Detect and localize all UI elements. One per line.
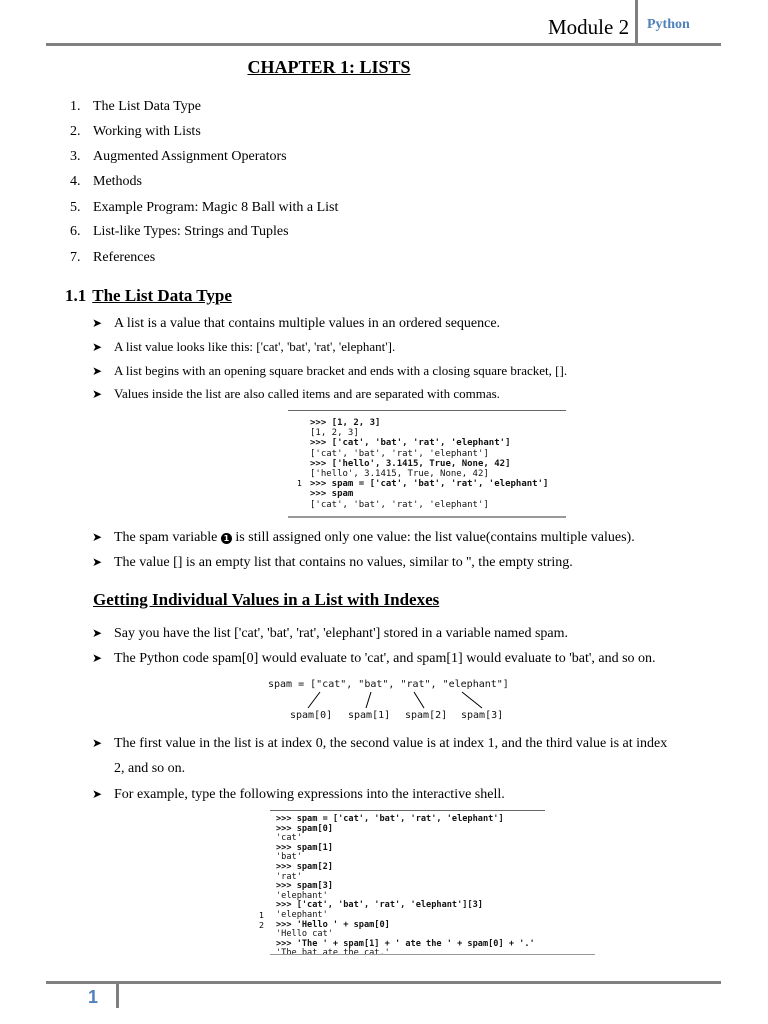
bullet-item: ➤ A list value looks like this: ['cat', 'bat', 'rat', 'elephant']. [92, 339, 396, 354]
bullet-item: ➤ A list begins with an opening square bracket and ends with a closing square bracket, []. [92, 363, 568, 378]
toc-item: 1. The List Data Type [70, 99, 202, 114]
header-rule [46, 43, 721, 46]
bullet-item: ➤ The first value in the list is at index 0, the second value is at index 1, and the third value is at index [92, 736, 668, 751]
arrow-bullet-icon: ➤ [92, 651, 103, 665]
toc-item: 2. Working with Lists [70, 124, 201, 139]
arrow-bullet-icon: ➤ [92, 555, 103, 569]
arrow-bullet-icon: ➤ [92, 736, 103, 750]
page-number: 1 [88, 987, 99, 1007]
arrow-bullet-icon: ➤ [92, 530, 103, 544]
callout-marker-icon: 1 [259, 911, 265, 920]
bullet-item: ➤ The spam variable 1 is still assigned only one value: the list value(contains multiple values). [92, 530, 635, 545]
arrow-line [462, 692, 482, 708]
toc-item: 4. Methods [70, 174, 142, 189]
callout-marker-icon: 1 [297, 479, 303, 488]
code-rule-bottom [270, 954, 595, 955]
footer-divider [116, 984, 119, 1008]
arrow-bullet-icon: ➤ [92, 316, 103, 330]
index-label: spam[0] [290, 710, 333, 721]
toc-item: 3. Augmented Assignment Operators [70, 149, 287, 164]
arrow-bullet-icon: ➤ [92, 364, 103, 378]
arrow-bullet-icon: ➤ [92, 626, 103, 640]
index-label: spam[3] [461, 710, 504, 721]
code-rule-top [288, 410, 566, 411]
header-module: Module 2 [548, 15, 630, 39]
toc-item: 5. Example Program: Magic 8 Ball with a List [70, 200, 339, 215]
bullet-item: ➤ The value [] is an empty list that contains no values, similar to '', the empty string. [92, 555, 573, 570]
arrow-bullet-icon: ➤ [92, 387, 103, 401]
index-label: spam[1] [348, 710, 391, 721]
arrow-bullet-icon: ➤ [92, 340, 103, 354]
code-block: >>> spam = ['cat', 'bat', 'rat', 'elephant'] >>> spam[0] 'cat' >>> spam[1] 'bat' >>> spam[2] 'rat' >>> spam[3] 'elephant' >>> ['cat', 'bat', 'rat', 'elephant'][3] 'elephant' >>> 'Hello ' + spam[0] 'Hello cat' >>> 'The ' + spam[1] + ' ate the ' + spam[0] + '.' [276, 814, 535, 949]
bullet-continuation: 2, and so on. [114, 761, 186, 776]
code-block: >>> [1, 2, 3] [1, 2, 3] >>> ['cat', 'bat', 'rat', 'elephant'] ['cat', 'bat', 'rat', 'elephant'] >>> ['hello', 3.1415, True, None, 42] ['hello', 3.1415, True, None, 42] >>> spam = ['cat', 'bat', 'rat', 'elephant'] >>> spam ['cat', 'bat', 'rat', 'elephant'] [310, 418, 549, 510]
bullet-item: ➤ Values inside the list are also called items and are separated with commas. [92, 386, 500, 401]
chapter-title: CHAPTER 1: LISTS [247, 57, 411, 77]
index-diagram-code: spam = ["cat", "bat", "rat", "elephant"] [268, 679, 509, 690]
code-rule-bottom [288, 516, 566, 518]
callout-marker-icon: 1 [221, 533, 232, 544]
section-heading: 1.1 The List Data Type [65, 286, 232, 305]
header-divider [635, 0, 638, 44]
code-rule-top [270, 810, 545, 811]
bullet-item: ➤ A list is a value that contains multiple values in an ordered sequence. [92, 316, 501, 331]
toc-item: 6. List-like Types: Strings and Tuples [70, 224, 289, 239]
toc-item: 7. References [70, 250, 156, 265]
index-label: spam[2] [405, 710, 448, 721]
bullet-item: ➤ Say you have the list ['cat', 'bat', 'rat', 'elephant'] stored in a variable named spam. [92, 626, 569, 641]
arrow-bullet-icon: ➤ [92, 787, 103, 801]
arrow-line [308, 692, 320, 708]
index-arrows-diagram [268, 690, 508, 712]
arrow-line [414, 692, 424, 708]
bullet-item: ➤ For example, type the following expressions into the interactive shell. [92, 787, 505, 802]
callout-marker-icon: 2 [259, 921, 265, 930]
header-subject: Python [647, 17, 690, 32]
footer-rule [46, 981, 721, 984]
bullet-item: ➤ The Python code spam[0] would evaluate to 'cat', and spam[1] would evaluate to 'bat', and so on. [92, 651, 656, 666]
arrow-line [366, 692, 371, 708]
subsection-heading: Getting Individual Values in a List with Indexes [93, 590, 440, 609]
